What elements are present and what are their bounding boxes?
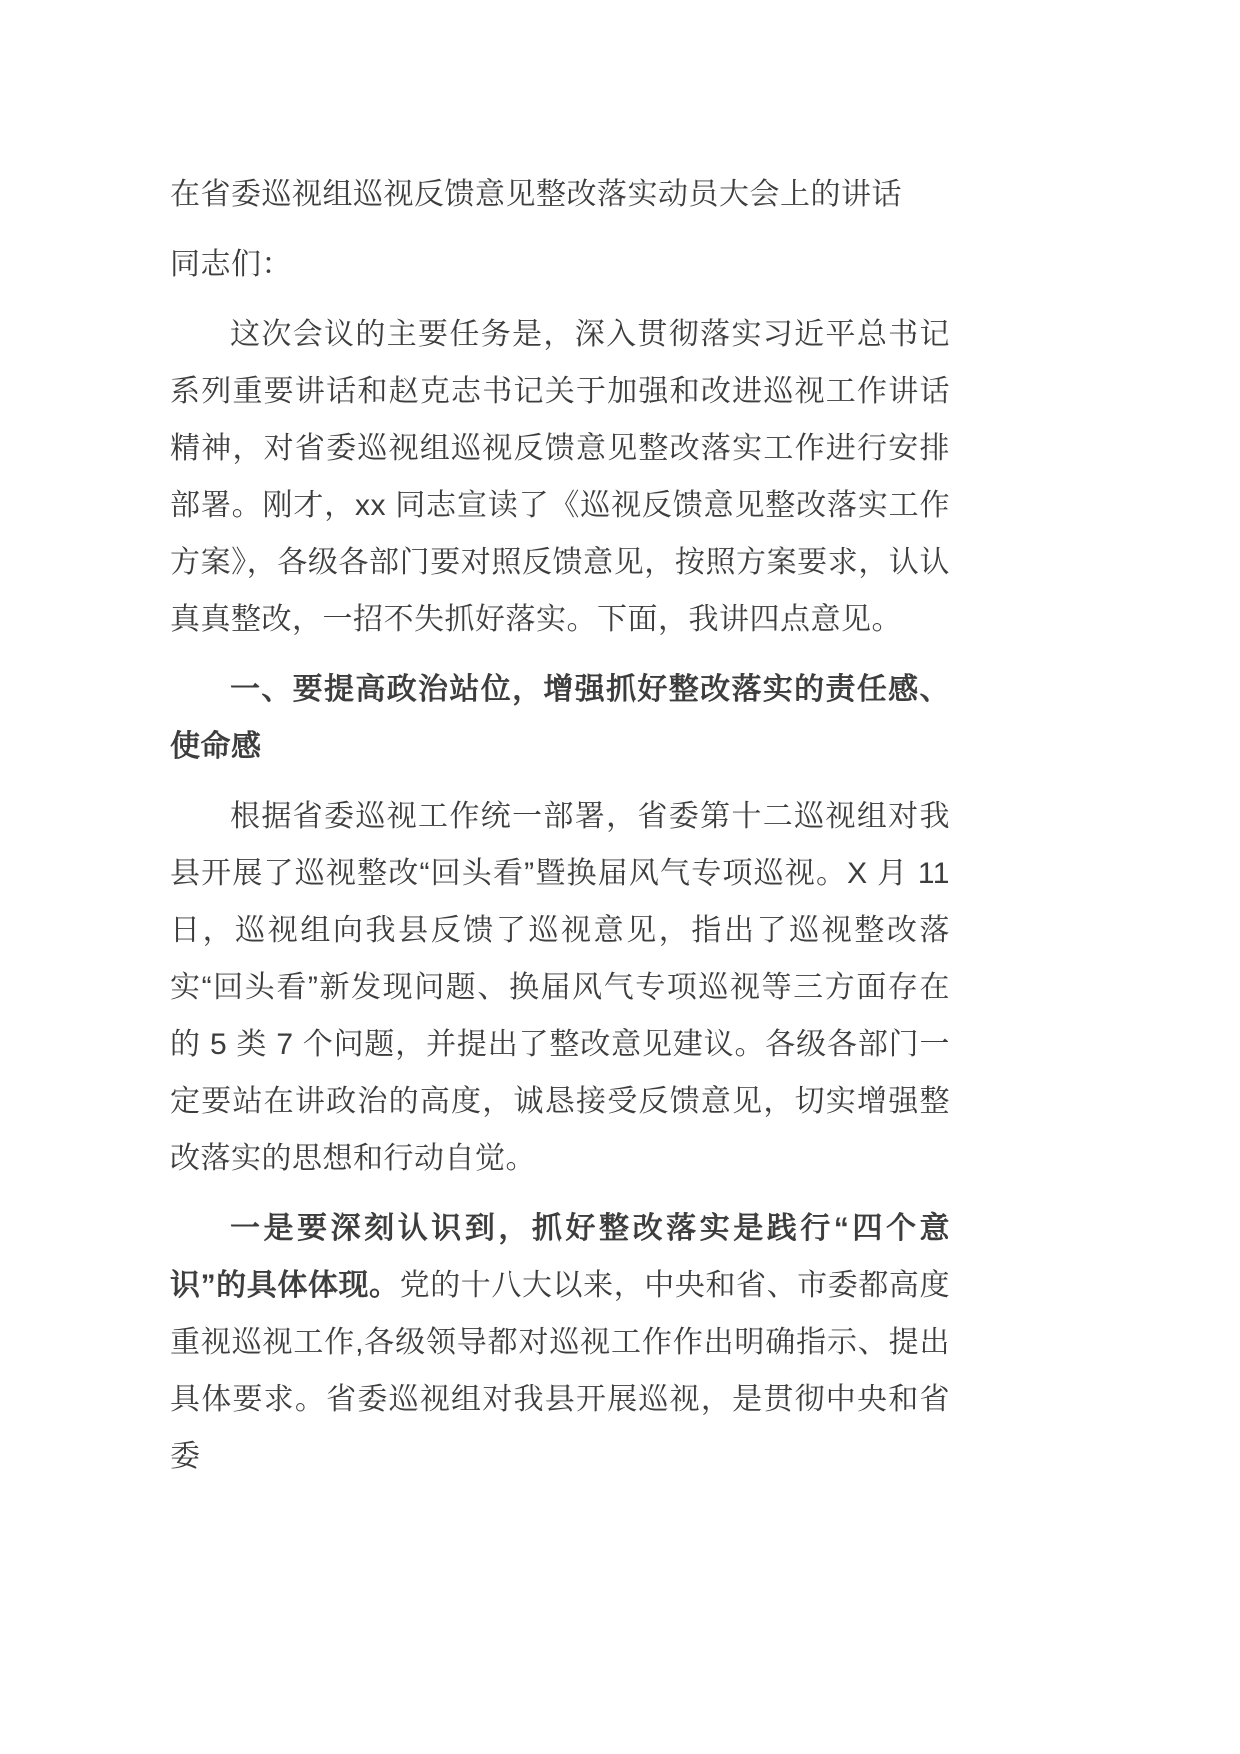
section-1-heading: 一、要提高政治站位，增强抓好整改落实的责任感、使命感 [170, 673, 950, 763]
point-1-paragraph [170, 1200, 950, 1485]
section-1-paragraph: 根据省委巡视工作统一部署，省委第十二巡视组对我县开展了巡视整改“回头看”暨换届风气专项巡视。X 月 11 日，巡视组向我县反馈了巡视意见，指出了巡视整改落实“回头看”新发现问题、换届风气专项巡视等三方面存在的 5 类 7 个问题，并提出了整改意见建议。各级各部门一定要站在讲政治的高度，诚恳接受反馈意见，切实增强整改落实的思想和行动自觉。 [170, 800, 950, 1175]
document-title: 在省委巡视组巡视反馈意见整改落实动员大会上的讲话 [170, 178, 902, 211]
point-1-lead: 一是要深刻认识到，抓好整改落实是践行“四个意识”的具体体现。 [170, 1212, 950, 1302]
point-1-body: 党的十八大以来，中央和省、市委都高度重视巡视工作,各级领导都对巡视工作作出明确指示、提出具体要求。省委巡视组对我县开展巡视，是贯彻中央和省委 [170, 1269, 951, 1473]
intro-paragraph: 这次会议的主要任务是，深入贯彻落实习近平总书记系列重要讲话和赵克志书记关于加强和改进巡视工作讲话精神，对省委巡视组巡视反馈意见整改落实工作进行安排部署。刚才，xx 同志宣读了《巡视反馈意见整改落实工作方案》，各级各部门要对照反馈意见，按照方案要求，认认真真整改，一招不失抓好落实。下面，我讲四点意见。 [170, 318, 950, 636]
salutation: 同志们： [170, 248, 292, 281]
